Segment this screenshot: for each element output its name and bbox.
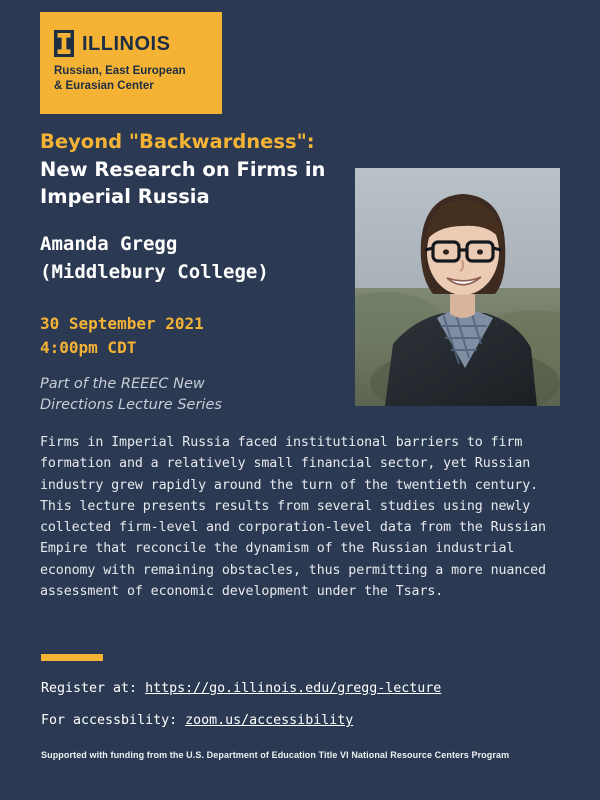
abstract-text: Firms in Imperial Russia faced institutional barriers to firm formation and a relatively small financial sector, yet Russian industry grew rapidly around the turn of the twentieth century. This lecture presents results from several studies using newly collected firm-level and corporation-level data from the Russian Empire that reconcile the dynamism of the Russian industrial economy with remaining obstacles, thus permitting a more nuanced assessment of economic development under the Tsars. [40, 435, 546, 599]
divider-bar [41, 654, 103, 661]
logo-row [54, 30, 208, 57]
series-line-1: Part of the REEEC New [40, 376, 205, 392]
title-line-1: Beyond "Backwardness": [40, 130, 315, 153]
event-time: 4:00pm CDT [40, 337, 137, 357]
speaker-name: Amanda Gregg [40, 233, 178, 255]
lecture-series [40, 374, 340, 417]
center-name-line1: Russian, East European [54, 65, 186, 77]
speaker-affiliation: (Middlebury College) [40, 260, 269, 283]
illinois-logo-block [40, 12, 222, 114]
accessibility-label: For accessbility: [41, 713, 186, 728]
register-link[interactable]: https://go.illinois.edu/gregg-lecture [145, 681, 442, 696]
center-name [54, 64, 208, 94]
accessibility-link[interactable]: zoom.us/accessibility [185, 713, 354, 728]
accessibility-line [41, 713, 353, 728]
register-line [41, 681, 441, 696]
block-i-icon [54, 30, 74, 57]
series-line-2: Directions Lecture Series [40, 397, 222, 414]
register-label: Register at: [41, 681, 146, 696]
title-line-2: New Research on Firms in [40, 157, 326, 181]
speaker-block [40, 231, 360, 286]
speaker-photo [355, 168, 560, 406]
center-name-line2: & Eurasian Center [54, 80, 154, 93]
poster-title [40, 128, 360, 211]
event-date: 30 September 2021 [40, 314, 204, 333]
event-datetime [40, 312, 360, 359]
illinois-wordmark: ILLINOIS [82, 32, 171, 55]
title-line-3: Imperial Russia [40, 185, 210, 209]
funding-footer: Supported with funding from the U.S. Department of Education Title VI National Resource Centers Program [41, 750, 510, 760]
